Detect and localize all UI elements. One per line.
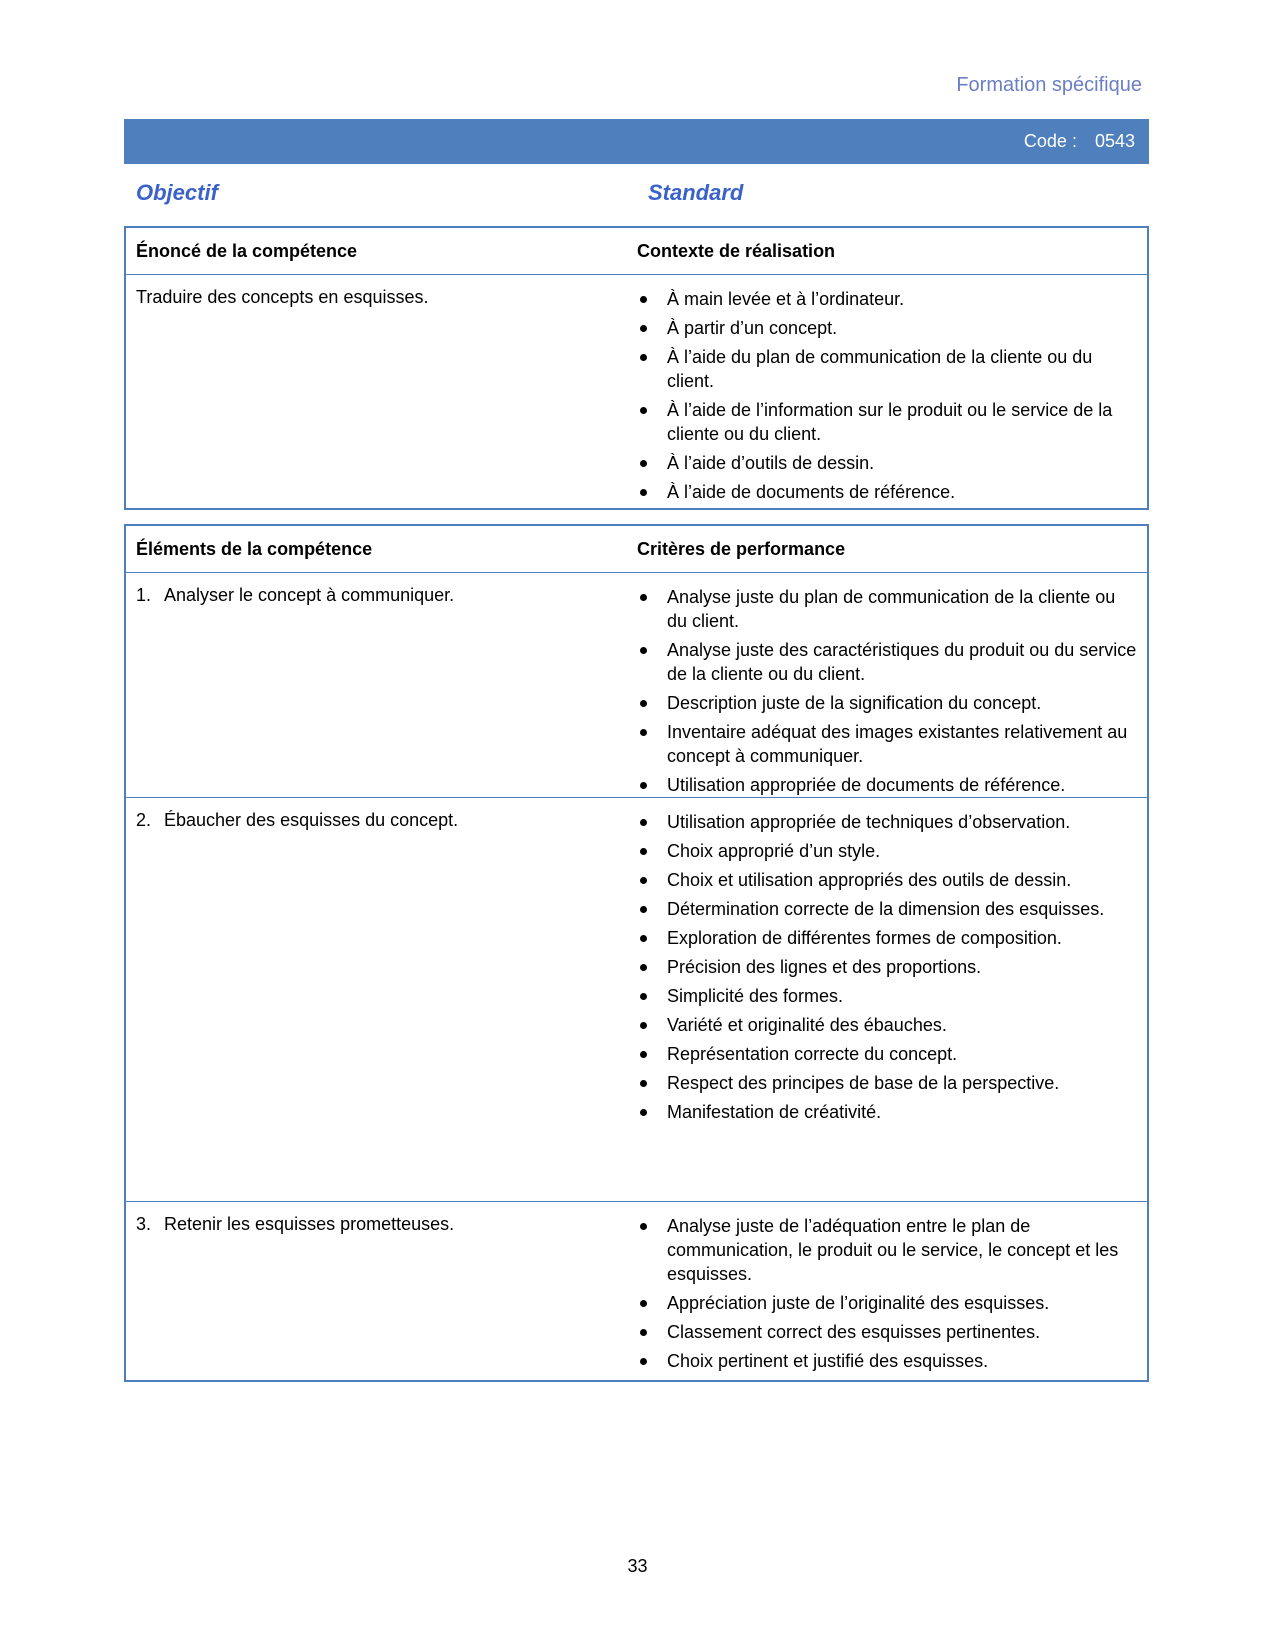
statement-column-title: Énoncé de la compétence bbox=[136, 240, 358, 261]
page-number: 33 bbox=[627, 1556, 648, 1576]
context-column-title: Contexte de réalisation bbox=[637, 240, 836, 261]
code-value: 0543 bbox=[1094, 131, 1135, 151]
objectif-heading: Objectif bbox=[136, 180, 218, 205]
criterion: Représentation correcte du concept. bbox=[637, 1042, 1137, 1066]
criterion: Manifestation de créativité. bbox=[637, 1100, 1137, 1124]
element-cell bbox=[126, 798, 637, 1201]
criterion: Détermination correcte de la dimension des esquisses. bbox=[637, 897, 1137, 921]
criteria-column-title: Critères de performance bbox=[637, 538, 846, 559]
criterion: Analyse juste de l’adéquation entre le plan de communication, le produit ou le service, le concept et les esquisses. bbox=[637, 1214, 1137, 1286]
context-item: À l’aide du plan de communication de la cliente ou du client. bbox=[637, 345, 1137, 393]
element-cell bbox=[126, 573, 637, 797]
criterion: Précision des lignes et des proportions. bbox=[637, 955, 1137, 979]
criterion: Analyse juste du plan de communication de la cliente ou du client. bbox=[637, 585, 1137, 633]
criterion: Utilisation appropriée de techniques d’observation. bbox=[637, 810, 1137, 834]
criterion: Classement correct des esquisses pertinentes. bbox=[637, 1320, 1137, 1344]
table-row bbox=[126, 573, 1147, 797]
context-item: À main levée et à l’ordinateur. bbox=[637, 287, 1137, 311]
code-bar bbox=[124, 119, 1149, 164]
context-item: À l’aide de documents de référence. bbox=[637, 480, 1137, 504]
table-row bbox=[126, 1201, 1147, 1384]
criterion: Exploration de différentes formes de composition. bbox=[637, 926, 1137, 950]
context-item: À l’aide d’outils de dessin. bbox=[637, 451, 1137, 475]
criterion: Choix et utilisation appropriés des outils de dessin. bbox=[637, 868, 1137, 892]
criterion: Utilisation appropriée de documents de référence. bbox=[637, 773, 1137, 797]
element-text: Retenir les esquisses prometteuses. bbox=[164, 1214, 455, 1234]
criterion: Choix approprié d’un style. bbox=[637, 839, 1137, 863]
element-text: Analyser le concept à communiquer. bbox=[164, 585, 455, 605]
context-item: À partir d’un concept. bbox=[637, 316, 1137, 340]
code-label: Code : bbox=[1023, 131, 1077, 151]
criterion: Simplicité des formes. bbox=[637, 984, 1137, 1008]
context-item: À l’aide de l’information sur le produit ou le service de la cliente ou du client. bbox=[637, 398, 1137, 446]
competence-statement-table bbox=[124, 226, 1149, 510]
element-number: 1. bbox=[136, 585, 152, 605]
criteria-list bbox=[637, 1214, 1137, 1373]
criterion: Analyse juste des caractéristiques du produit ou du service de la cliente ou du client. bbox=[637, 638, 1137, 686]
standard-heading: Standard bbox=[648, 180, 744, 205]
program-title: Formation spécifique bbox=[956, 74, 1142, 96]
criterion: Choix pertinent et justifié des esquisses. bbox=[637, 1349, 1137, 1373]
table1-header bbox=[126, 228, 1147, 275]
element-cell bbox=[126, 1202, 637, 1384]
criteria-list bbox=[637, 585, 1137, 797]
element-number: 3. bbox=[136, 1214, 152, 1234]
criterion: Respect des principes de base de la perspective. bbox=[637, 1071, 1137, 1095]
context-list bbox=[637, 287, 1137, 504]
elements-column-title: Éléments de la compétence bbox=[136, 538, 373, 559]
table-row bbox=[126, 797, 1147, 1201]
criterion: Description juste de la signification du concept. bbox=[637, 691, 1137, 715]
element-text: Ébaucher des esquisses du concept. bbox=[164, 810, 459, 830]
criteria-list bbox=[637, 810, 1137, 1124]
competence-elements-table bbox=[124, 524, 1149, 1382]
table2-header bbox=[126, 526, 1147, 573]
element-number: 2. bbox=[136, 810, 152, 830]
table1-row bbox=[126, 275, 1147, 515]
criterion: Variété et originalité des ébauches. bbox=[637, 1013, 1137, 1037]
criterion: Appréciation juste de l’originalité des esquisses. bbox=[637, 1291, 1137, 1315]
criterion: Inventaire adéquat des images existantes relativement au concept à communiquer. bbox=[637, 720, 1137, 768]
competence-statement: Traduire des concepts en esquisses. bbox=[136, 287, 429, 307]
